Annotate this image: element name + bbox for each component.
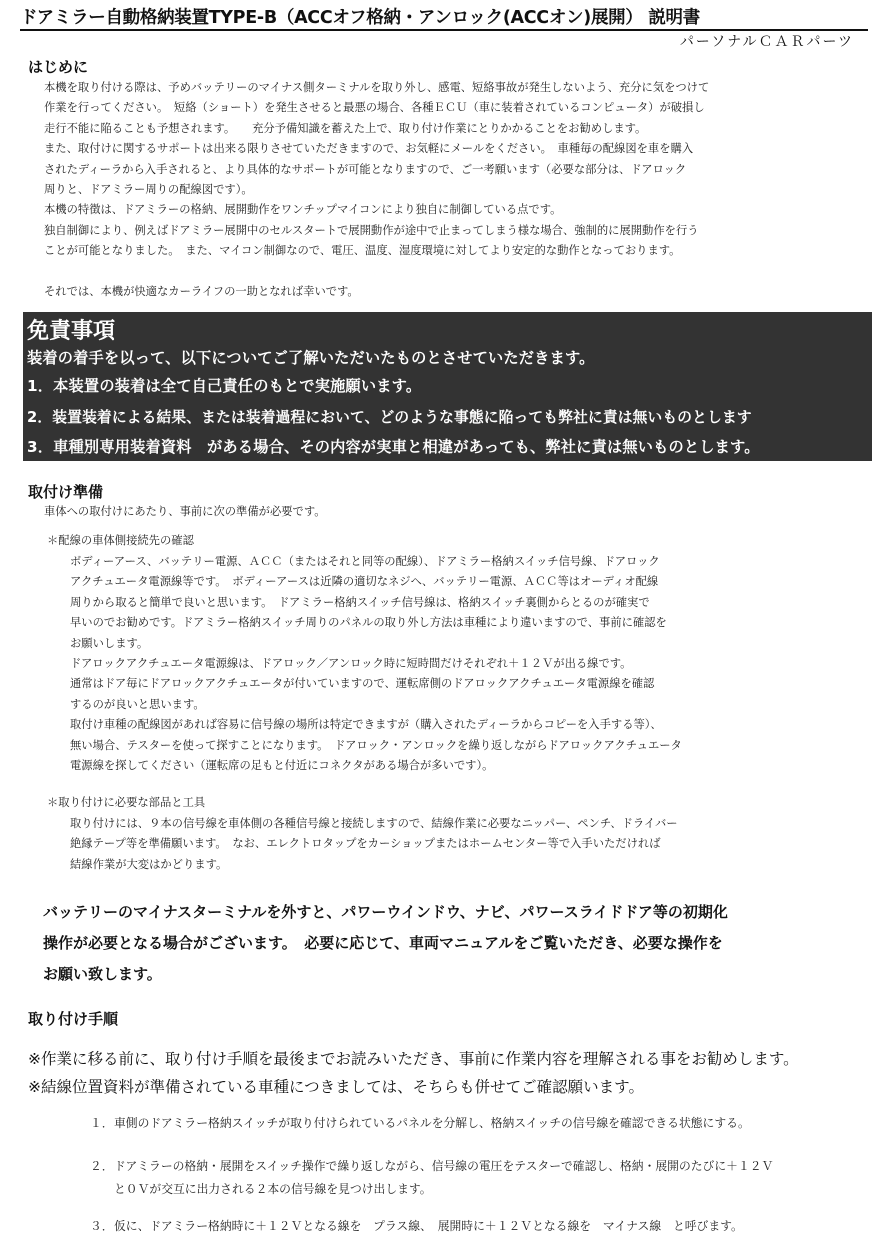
procedure-step-number: ２． — [90, 1159, 114, 1173]
prep-sub1-title: ＊配線の車体側接続先の確認 — [47, 534, 194, 547]
intro-paragraph — [44, 78, 709, 302]
procedure-step-number: ３． — [90, 1219, 114, 1233]
intro-line: また、取付けに関するサポートは出来る限りさせていただきますので、お気軽にメールをください。 車種毎の配線図を車を購入 — [44, 142, 694, 156]
prep-intro: 車体への取付けにあたり、事前に次の準備が必要です。 — [44, 505, 326, 518]
procedure-step-line: ドアミラーの格納・展開をスイッチ操作で繰り返しながら、信号線の電圧をテスターで確認し、格納・展開のたびに＋１２Ｖ — [114, 1159, 774, 1173]
procedure-intro — [28, 1045, 799, 1101]
prep-line: 周りから取ると簡単で良いと思います。 ドアミラー格納スイッチ信号線は、格納スイッチ裏側からとるのが確実で — [70, 595, 650, 609]
procedure-step-text — [114, 1155, 773, 1201]
procedure-step-text — [114, 1112, 750, 1135]
prep-line: 早いのでお勧めです。ドアミラー格納スイッチ周りのパネルの取り外し方法は車種により違いますので、事前に確認を — [70, 616, 667, 630]
prep-line: するのが良いと思います。 — [70, 697, 205, 711]
disclaimer-line: 1．本装置の装着は全て自己責任のもとで実施願います。 — [27, 377, 422, 395]
prep-line: 取り付けには、９本の信号線を車体側の各種信号線と接続しますので、結線作業に必要なニッパー、ペンチ、ドライバー — [70, 817, 678, 830]
procedure-step-line: 仮に、ドアミラー格納時に＋１２Ｖとなる線を プラス線、 展開時に＋１２Ｖとなる線を マイナス線 と呼びます。 — [114, 1219, 743, 1233]
intro-line: 走行不能に陥ることも予想されます。 充分予備知識を蓄えた上で、取り付け作業にとりかかることをお勧めします。 — [44, 121, 647, 135]
procedure-step-text — [114, 1215, 743, 1238]
disclaimer-line: 3．車種別専用装着資料 がある場合、その内容が実車と相違があっても、弊社に責は無いものとします。 — [27, 438, 760, 456]
disclaimer-line: 2．装置装着による結果、または装着過程において、どのような事態に陥っても弊社に責は無いものとします — [27, 409, 752, 426]
intro-line: されたディーラから入手されると、より具体的なサポートが可能となりますので、ご一考願います（必要な部分は、ドアロック — [44, 162, 687, 176]
intro-line: 本機を取り付ける際は、予めバッテリーのマイナス側ターミナルを取り外し、感電、短絡事故が発生しないよう、充分に気をつけて — [44, 81, 710, 94]
intro-line: ことが可能となりました。 また、マイコン制御なので、電圧、温度、湿度環境に対してより安定的な動作となっております。 — [44, 244, 681, 258]
prep-line: 絶縁テープ等を準備願います。 なお、エレクトロタップをカーショップまたはホームセンター等で入手いただければ — [70, 837, 661, 851]
battery-note-line: 操作が必要となる場合がございます。 必要に応じて、車両マニュアルをご覧いただき、必要な操作を — [43, 934, 723, 952]
disclaimer-title: 免責事項 — [27, 319, 116, 344]
page-title: ドアミラー自動格納装置TYPE-B（ACCオフ格納・アンロック(ACCオン)展開） 説明書 — [20, 8, 700, 28]
disclaimer-line: 装着の着手を以って、以下についてご了解いただいたものとさせていただきます。 — [27, 349, 595, 367]
procedure-step-line: と０Ｖが交互に出力される２本の信号線を見つけ出します。 — [114, 1182, 432, 1196]
prep-line: 通常はドア毎にドアロックアクチュエータが付いていますので、運転席側のドアロックアクチュエータ電源線を確認 — [70, 677, 655, 691]
prep-line: アクチュエータ電源線等です。 ボディーアースは近隣の適切なネジへ、バッテリー電源、ＡＣＣ等はオーディオ配線 — [70, 575, 659, 589]
battery-note — [43, 897, 728, 990]
brand-name: パーソナルＣＡＲパーツ — [679, 34, 854, 50]
intro-line: 独自制御により、例えばドアミラー展開中のセルスタートで展開動作が途中で止まってしまう様な場合、強制的に展開動作を行う — [44, 223, 699, 237]
prep-line: 取付け車種の配線図があれば容易に信号線の場所は特定できますが（購入されたディーラからコピーを入手する等）、 — [70, 718, 662, 732]
prep-sub1-paragraph — [70, 552, 682, 776]
prep-sub2-title: ＊取り付けに必要な部品と工具 — [47, 796, 206, 809]
procedure-step-number: １． — [90, 1116, 114, 1130]
battery-note-line: お願い致します。 — [43, 965, 162, 983]
prep-line: 電源線を探してください（運転席の足もと付近にコネクタがある場合が多いです）。 — [70, 758, 494, 772]
intro-line: 本機の特徴は、ドアミラーの格納、展開動作をワンチップマイコンにより独自に制御している点です。 — [44, 203, 562, 217]
disclaimer-box — [23, 312, 872, 461]
intro-line: 周りと、ドアミラー周りの配線図です）。 — [44, 182, 253, 196]
intro-line: 作業を行ってください。 短絡（ショート）を発生させると最悪の場合、各種ＥＣＵ（車に装着されているコンピュータ）が破損し — [44, 101, 705, 115]
intro-line: それでは、本機が快適なカーライフの一助となれば幸いです。 — [44, 284, 359, 298]
battery-note-line: バッテリーのマイナスターミナルを外すと、パワーウインドウ、ナビ、パワースライドドア等の初期化 — [43, 903, 728, 921]
prep-line: ボディーアース、バッテリー電源、ＡＣＣ（またはそれと同等の配線）、ドアミラー格納スイッチ信号線、ドアロック — [70, 555, 660, 568]
prep-sub2-paragraph — [70, 814, 678, 875]
procedure-intro-line: ※結線位置資料が準備されている車種につきましては、そちらも併せてご確認願います。 — [28, 1078, 644, 1096]
prep-line: ドアロックアクチュエータ電源線は、ドアロック／アンロック時に短時間だけそれぞれ＋１２Ｖが出る線です。 — [70, 656, 632, 670]
prep-line: お願いします。 — [70, 636, 149, 650]
prep-heading: 取付け準備 — [28, 483, 104, 501]
prep-line: 無い場合、テスターを使って探すことになります。 ドアロック・アンロックを繰り返しながらドアロックアクチュエータ — [70, 738, 682, 752]
intro-line — [44, 262, 709, 282]
procedure-intro-line: ※作業に移る前に、取り付け手順を最後までお読みいただき、事前に作業内容を理解される事をお勧めします。 — [28, 1050, 799, 1068]
intro-heading: はじめに — [28, 58, 89, 76]
procedure-step-line: 車側のドアミラー格納スイッチが取り付けられているパネルを分解し、格納スイッチの信号線を確認できる状態にする。 — [114, 1116, 750, 1130]
prep-line: 結線作業が大変はかどります。 — [70, 857, 228, 871]
procedure-heading: 取り付け手順 — [28, 1010, 119, 1028]
